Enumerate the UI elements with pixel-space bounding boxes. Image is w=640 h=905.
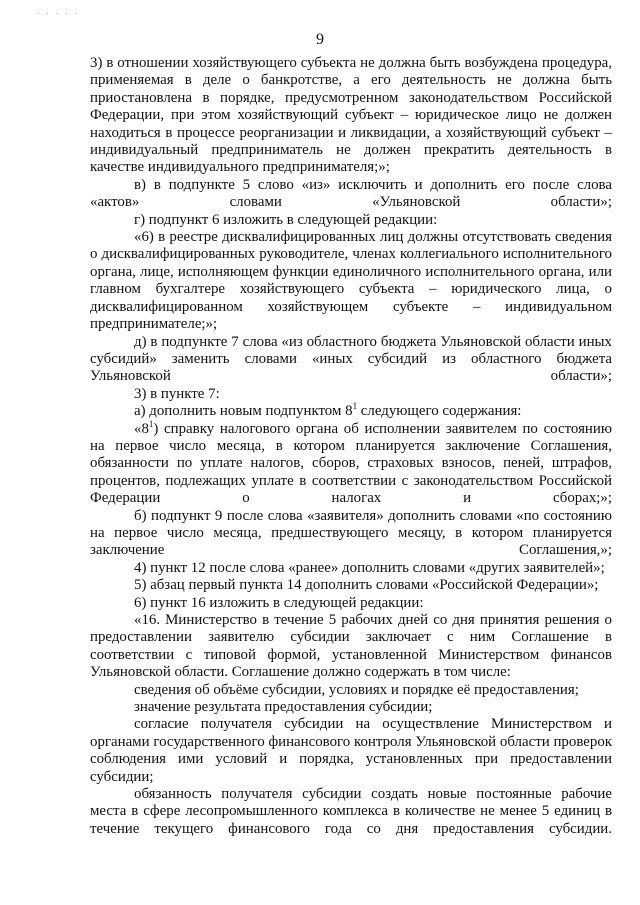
sub8-1-text-after: ) справку налогового органа об исполнении заявителем по состоянию на первое число месяца, в котором планируется заключение Соглашения, обязанности по уплате налогов, сборов, страховых взносов, пеней, штрафов, процентов, подлежащих уплате в соответствии с законодательством Российской Федерации о налогах и сборах;»; <box>90 420 612 507</box>
paragraph-item-v: в) в подпункте 5 слово «из» исключить и дополнить его после слова «актов» словами «Ульяновской области»; <box>90 176 612 211</box>
paragraph-point7: 3) в пункте 7: <box>134 385 220 402</box>
paragraph-point6: 6) пункт 16 изложить в следующей редакции: <box>134 594 424 611</box>
paragraph-item-b: б) подпункт 9 после слова «заявителя» дополнить словами «по состоянию на первое число месяца, предшествующего месяцу, в котором планируется заключение Соглашения,»; <box>90 507 612 559</box>
document-body <box>90 55 612 838</box>
item-a-superscript: 1 <box>352 401 358 412</box>
paragraph-item-g: г) подпункт 6 изложить в следующей редакции: <box>134 211 438 228</box>
paragraph-list-item-jobs: обязанность получателя субсидии создать новые постоянные рабочие места в сфере лесопромышленного комплекса в количестве не менее 5 единиц в течение текущего финансового года со дня предоставления субсидии. <box>90 786 612 837</box>
paragraph-point4: 4) пункт 12 после слова «ранее» дополнить словами «других заявителей»; <box>134 559 605 576</box>
paragraph-list-item-volume: сведения об объёме субсидии, условиях и порядке её предоставления; <box>134 681 579 698</box>
paragraph-list-item-result: значение результата предоставления субсидии; <box>134 699 433 716</box>
paragraph-sub6: «6) в реестре дисквалифицированных лиц должны отсутствовать сведения о дисквалифицированных руководителе, членах коллегиального исполнительного органа, лице, исполняющем функции единоличного исполнительного органа, или главном бухгалтере хозяйствующего субъекта – юридического лица, о дисквалифицированном хозяйствующем субъекте – индивидуальном предпринимателе;»; <box>90 229 612 333</box>
paragraph-sub8-1 <box>90 418 612 508</box>
paragraph-list-item-consent: согласие получателя субсидии на осуществление Министерством и органами государственного финансового контроля Ульяновской области проверок соблюдения ими условий и порядка, установленных при предоставлении субсидии; <box>90 716 612 785</box>
paragraph-sub3-bankruptcy: 3) в отношении хозяйствующего субъекта не должна быть возбуждена процедура, применяемая в деле о банкротстве, а его деятельность не должна быть приостановлена в порядке, предусмотренном законодательством Российской Федерации, при этом хозяйствующий субъект – юридическое лицо не должен находиться в процессе реорганизации и ликвидации, а хозяйствующий субъект – индивидуальный предприниматель не должен прекратить деятельность в качестве индивидуального предпринимателя;»; <box>90 55 612 176</box>
paragraph-point5: 5) абзац первый пункта 14 дополнить словами «Российской Федерации»; <box>134 577 599 594</box>
item-a-text-before: а) дополнить новым подпунктом 8 <box>134 403 353 420</box>
sub8-1-text-before: «8 <box>134 420 149 437</box>
paragraph-item-a <box>90 403 612 420</box>
scan-mark: · · · · · <box>36 10 79 18</box>
sub8-1-superscript: 1 <box>148 418 154 429</box>
page-number: 9 <box>316 31 324 48</box>
item-a-text-after: следующего содержания: <box>357 403 522 420</box>
paragraph-point16: «16. Министерство в течение 5 рабочих дней со дня принятия решения о предоставлении заявителю субсидии заключает с ним Соглашение в соответствии с типовой формой, установленной Министерством финансов Ульяновской области. Соглашение должно содержать в том числе: <box>90 612 612 681</box>
paragraph-item-d: д) в подпункте 7 слова «из областного бюджета Ульяновской области иных субсидий» заменить словами «иных субсидий из областного бюджета Ульяновской области»; <box>90 333 612 385</box>
